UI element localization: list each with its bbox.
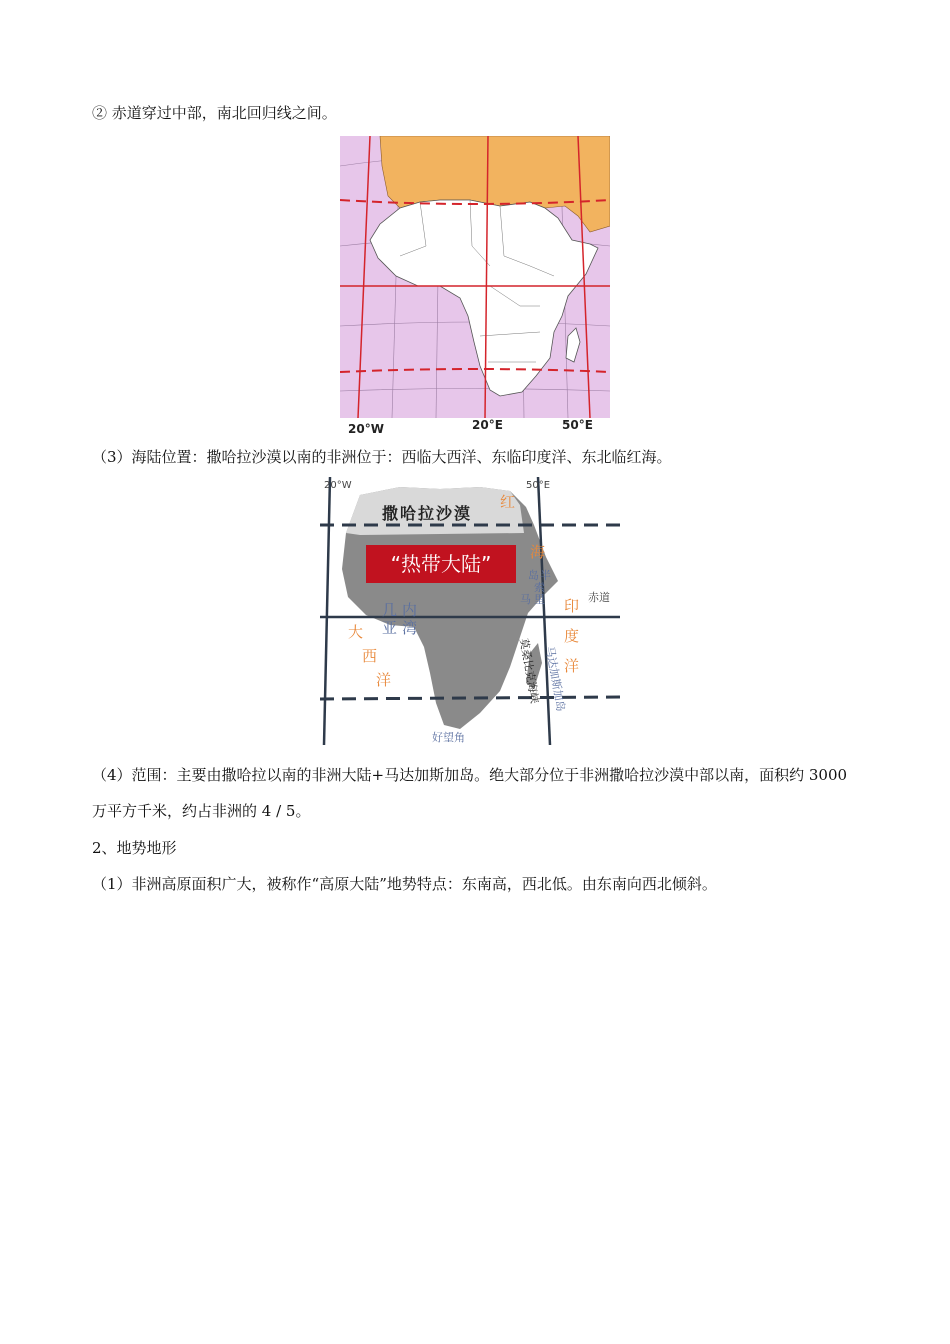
guinea-char-3: 亚 — [382, 619, 398, 637]
red-sea-char-2: 海 — [530, 543, 546, 561]
sahara-label: 撒哈拉沙漠 — [382, 504, 473, 523]
guinea-char-1: 几 — [382, 601, 398, 619]
red-sea-char-1: 红 — [500, 493, 516, 511]
somali-char-3: 里 — [534, 593, 545, 606]
indian-ocean-char-3: 洋 — [564, 657, 580, 675]
text-line-plateau: （1）非洲高原面积广大，被称作“高原大陆”地势特点：东南高，西北低。由东南向西北倾斜。 — [92, 875, 717, 893]
tropical-continent-map — [320, 477, 620, 745]
tropical-banner-text: “热带大陆” — [390, 552, 492, 576]
text-para-range: （4）范围：主要由撒哈拉以南的非洲大陆+马达加斯加岛。绝大部分位于非洲撒哈拉沙漠中部以南，面积约 3000 万平方千米，约占非洲的 4 / 5。 — [92, 766, 848, 820]
atlantic-char-2: 西 — [362, 647, 378, 665]
guinea-char-4: 湾 — [402, 619, 418, 637]
equator-label: 赤道 — [588, 591, 610, 604]
lon-label-20w: 20°W — [324, 480, 352, 491]
atlantic-char-3: 洋 — [376, 671, 392, 689]
indian-ocean-char-1: 印 — [564, 597, 580, 615]
text-line-tropics: ② 赤道穿过中部，南北回归线之间。 — [92, 104, 337, 122]
text-line-sea-land-position: （3）海陆位置：撒哈拉沙漠以南的非洲位于：西临大西洋、东临印度洋、东北临红海。 — [92, 448, 672, 466]
somali-char-5: 岛 — [528, 569, 539, 582]
text-line-terrain-heading: 2、地势地形 — [92, 839, 177, 857]
somali-char-4: 半 — [540, 569, 551, 582]
africa-latitude-map — [340, 136, 610, 436]
madagascar-label: 马达加斯加岛 — [543, 645, 568, 713]
cape-label: 好望角 — [432, 731, 465, 744]
guinea-char-2: 内 — [402, 601, 418, 619]
lon-label-50e: 50°E — [526, 480, 551, 491]
lon-label-20w: 20°W — [348, 422, 384, 436]
lon-label-20e: 20°E — [472, 418, 503, 432]
somali-char-2: 马 — [520, 593, 531, 606]
indian-ocean-char-2: 度 — [564, 627, 580, 645]
atlantic-char-1: 大 — [348, 623, 364, 641]
mozambique-label: 莫桑比克海峡 — [517, 637, 542, 705]
somali-char-1: 索 — [534, 581, 545, 594]
lon-label-50e: 50°E — [562, 418, 593, 432]
